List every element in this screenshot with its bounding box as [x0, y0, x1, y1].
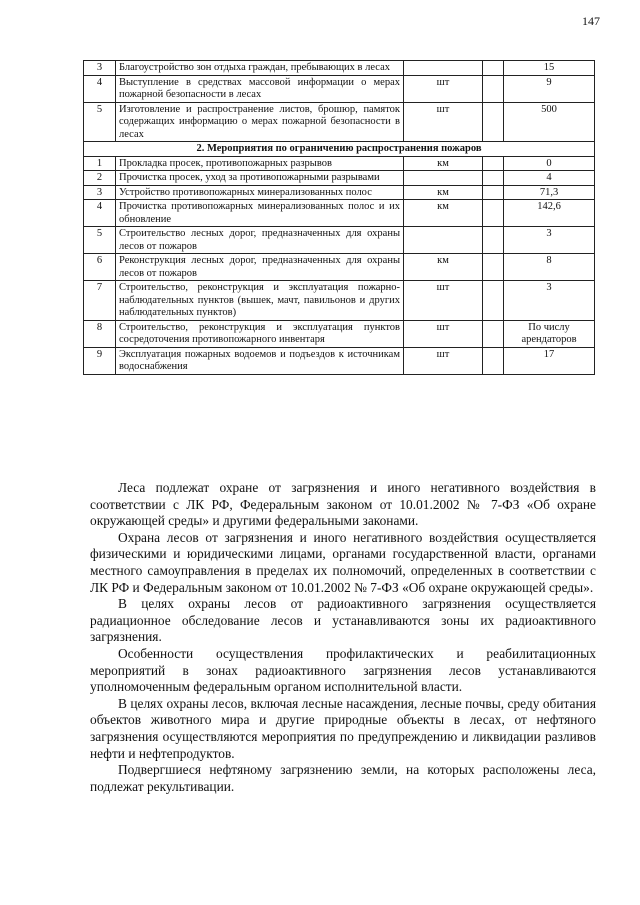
measure-name: Изготовление и распространение листов, брошюр, памяток содержащих информацию о мерах пожарной безопасности в лесах — [116, 102, 404, 142]
measure-unit: шт — [404, 347, 483, 374]
section-header-row — [84, 142, 595, 157]
row-number: 1 — [84, 156, 116, 171]
table-row — [84, 200, 595, 227]
measure-name: Реконструкция лесных дорог, предназначенных для охраны лесов от пожаров — [116, 254, 404, 281]
table-row — [84, 102, 595, 142]
measure-unit: шт — [404, 102, 483, 142]
measure-unit — [404, 171, 483, 186]
table-row — [84, 185, 595, 200]
empty-cell — [483, 75, 504, 102]
row-number: 8 — [84, 320, 116, 347]
measure-name: Прочистка противопожарных минерализованных полос и их обновление — [116, 200, 404, 227]
measure-value: По числу арендаторов — [504, 320, 595, 347]
measure-name: Эксплуатация пожарных водоемов и подъездов к источникам водоснабжения — [116, 347, 404, 374]
measure-name: Строительство, реконструкция и эксплуатация пожарно-наблюдательных пунктов (вышек, мачт, павильонов и других наблюдательных пунктов) — [116, 281, 404, 321]
paragraph: Леса подлежат охране от загрязнения и иного негативного воздействия в соответствии с ЛК РФ, Федеральным законом от 10.01.2002 № 7-ФЗ «Об охране окружающей среды» и другими федеральными законами. — [90, 480, 596, 529]
paragraph: Особенности осуществления профилактических и реабилитационных мероприятий в зонах радиоактивного загрязнения лесов устанавливаются уполномоченным федеральным органом исполнительной власти. — [90, 645, 596, 695]
measure-unit: шт — [404, 281, 483, 321]
section-title: 2. Мероприятия по ограничению распространения пожаров — [84, 142, 595, 157]
measure-value: 3 — [504, 281, 595, 321]
empty-cell — [483, 200, 504, 227]
row-number: 4 — [84, 200, 116, 227]
measure-name: Устройство противопожарных минерализованных полос — [116, 185, 404, 200]
empty-cell — [483, 281, 504, 321]
row-number: 5 — [84, 227, 116, 254]
table-row — [84, 254, 595, 281]
empty-cell — [483, 254, 504, 281]
empty-cell — [483, 171, 504, 186]
measure-value: 17 — [504, 347, 595, 374]
row-number: 7 — [84, 281, 116, 321]
empty-cell — [483, 185, 504, 200]
measure-value: 3 — [504, 227, 595, 254]
empty-cell — [483, 347, 504, 374]
body-text — [90, 480, 596, 795]
measure-unit: км — [404, 156, 483, 171]
table-row — [84, 281, 595, 321]
table-row — [84, 227, 595, 254]
measure-unit: км — [404, 200, 483, 227]
measure-value: 71,3 — [504, 185, 595, 200]
row-number: 4 — [84, 75, 116, 102]
measure-unit: шт — [404, 320, 483, 347]
measure-name: Прочистка просек, уход за противопожарными разрывами — [116, 171, 404, 186]
table-row — [84, 156, 595, 171]
measure-value: 142,6 — [504, 200, 595, 227]
table-row — [84, 171, 595, 186]
empty-cell — [483, 102, 504, 142]
measure-name: Прокладка просек, противопожарных разрывов — [116, 156, 404, 171]
measure-unit: шт — [404, 75, 483, 102]
measures-table — [83, 60, 595, 375]
measure-value: 8 — [504, 254, 595, 281]
row-number: 6 — [84, 254, 116, 281]
measure-value: 500 — [504, 102, 595, 142]
measure-unit: км — [404, 254, 483, 281]
measure-name: Строительство лесных дорог, предназначенных для охраны лесов от пожаров — [116, 227, 404, 254]
row-number: 3 — [84, 61, 116, 76]
row-number: 3 — [84, 185, 116, 200]
row-number: 9 — [84, 347, 116, 374]
measure-unit — [404, 227, 483, 254]
measure-unit — [404, 61, 483, 76]
page-number: 147 — [582, 14, 600, 28]
table-row — [84, 320, 595, 347]
table-row — [84, 347, 595, 374]
paragraph: В целях охраны лесов, включая лесные насаждения, лесные почвы, среду обитания объектов животного мира и другие природные объекты в лесах, от нефтяного загрязнения осуществляются мероприятия по предупреждению и ликвидации разливов нефти и нефтепродуктов. — [90, 695, 596, 761]
empty-cell — [483, 227, 504, 254]
paragraph: Подвергшиеся нефтяному загрязнению земли, на которых расположены леса, подлежат рекультивации. — [90, 762, 596, 794]
measure-name: Выступление в средствах массовой информации о мерах пожарной безопасности в лесах — [116, 75, 404, 102]
table-row — [84, 61, 595, 76]
measure-name: Благоустройство зон отдыха граждан, пребывающих в лесах — [116, 61, 404, 76]
table-row — [84, 75, 595, 102]
measure-value: 0 — [504, 156, 595, 171]
paragraph: Охрана лесов от загрязнения и иного негативного воздействия осуществляется физическими и юридическими лицами, органами государственной власти, органами местного самоуправления в пределах их полномочий, определенных в соответствии с ЛК РФ и Федеральным законом от 10.01.2002 № 7-ФЗ «Об охране окружающей среды». — [90, 529, 596, 595]
measure-unit: км — [404, 185, 483, 200]
measure-value: 4 — [504, 171, 595, 186]
row-number: 5 — [84, 102, 116, 142]
paragraph: В целях охраны лесов от радиоактивного загрязнения осуществляется радиационное обследование лесов и устанавливаются зоны их радиоактивного загрязнения. — [90, 596, 596, 645]
empty-cell — [483, 156, 504, 171]
measure-name: Строительство, реконструкция и эксплуатация пунктов сосредоточения противопожарного инвентаря — [116, 320, 404, 347]
empty-cell — [483, 61, 504, 76]
empty-cell — [483, 320, 504, 347]
measure-value: 15 — [504, 61, 595, 76]
measure-value: 9 — [504, 75, 595, 102]
row-number: 2 — [84, 171, 116, 186]
